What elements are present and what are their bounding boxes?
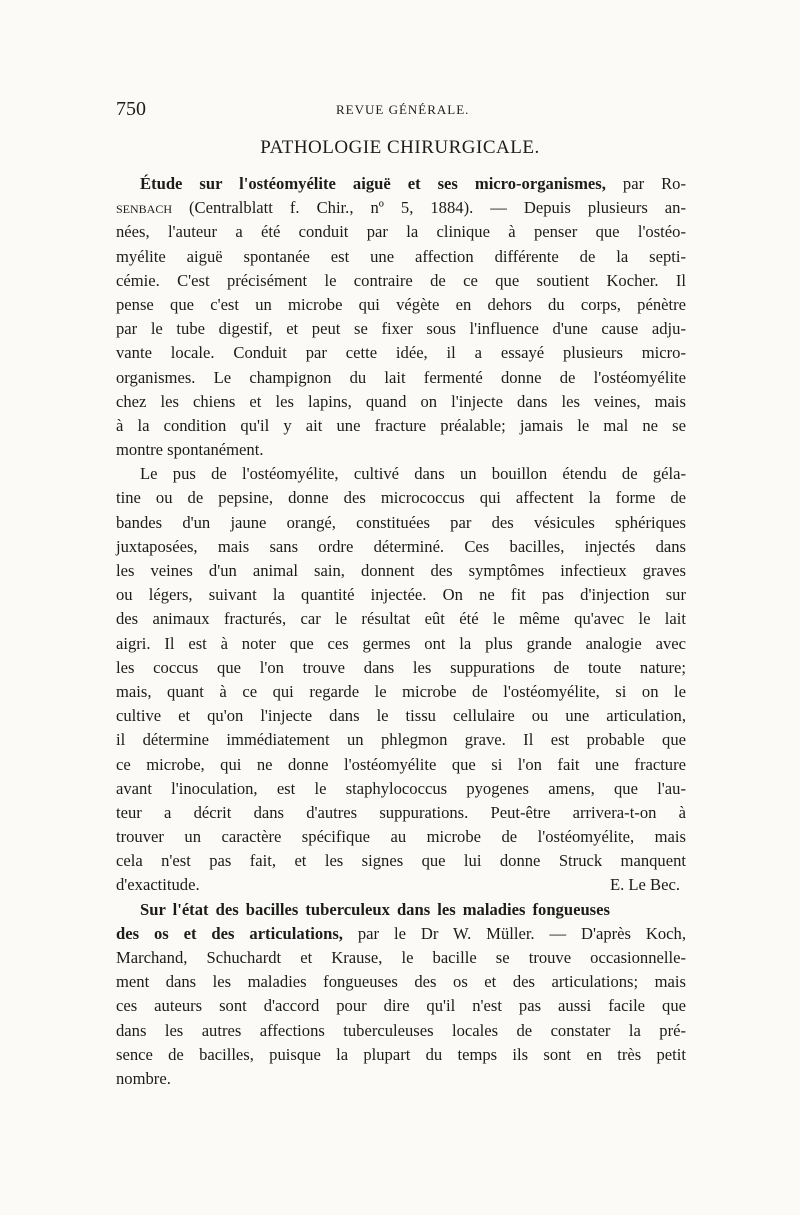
last-line-text: d'exactitude. — [116, 875, 200, 895]
article-title: Sur l'état des bacilles tuberculeux dans les maladies fongueuses — [140, 899, 610, 919]
text-line: à la condition qu'il y ait une fracture préalable; jamais le mal ne se — [116, 415, 686, 435]
text-line: cémie. C'est précisément le contraire de ce que soutient Kocher. Il — [116, 270, 686, 290]
text-line: pense que c'est un microbe qui végète en dehors du corps, pénètre — [116, 294, 686, 314]
text-line-last — [116, 873, 686, 897]
text-line: ou légers, suivant la quantité injectée. On ne fit pas d'injection sur — [116, 585, 686, 605]
article-1 — [116, 172, 686, 898]
body-text — [116, 172, 686, 1091]
article-title-line-2 — [116, 922, 686, 946]
text-line: trouver un caractère spécifique au microbe de l'ostéomyélite, mais — [116, 827, 686, 847]
text-line: ce microbe, qui ne donne l'ostéomyélite que si l'on fait une fracture — [116, 754, 686, 774]
citation: (Centralblatt f. Chir., nº 5, 1884). — Depuis plusieurs an- — [172, 198, 686, 218]
text-line: par le tube digestif, et peut se fixer sous l'influence d'une cause adju- — [116, 319, 686, 339]
text-line: Le pus de l'ostéomyélite, cultivé dans un bouillon étendu de géla- — [140, 464, 686, 484]
text-line: Marchand, Schuchardt et Krause, le bacille se trouve occasionnelle- — [116, 948, 686, 967]
text-line: dans les autres affections tuberculeuses locales de constater la pré- — [116, 1020, 686, 1040]
article-title-line — [116, 172, 686, 196]
text-line: ment dans les maladies fongueuses des os et des articulations; mais — [116, 972, 686, 992]
text-line: chez les chiens et les lapins, quand on l'injecte dans les veines, mais — [116, 391, 686, 411]
text-line: tine ou de pepsine, donne des micrococcus qui affectent la forme de — [116, 488, 686, 508]
text-line: myélite aiguë spontanée est une affection différente de la septi- — [116, 246, 686, 266]
article-2 — [116, 898, 686, 1092]
page-number: 750 — [116, 98, 146, 120]
text-line: avant l'inoculation, est le staphylococcus pyogenes amens, que l'au- — [116, 778, 686, 798]
text-line: il détermine immédiatement un phlegmon grave. Il est probable que — [116, 730, 686, 750]
text-line: des animaux fracturés, car le résultat eût été le même qu'avec le lait — [116, 609, 686, 629]
text-line: mais, quant à ce qui regarde le microbe de l'ostéomyélite, si on le — [116, 681, 686, 701]
article-title-cont: des os et des articulations, — [116, 923, 343, 943]
signature — [610, 873, 686, 897]
text-line: bandes d'un jaune orangé, constituées par des vésicules sphériques — [116, 512, 686, 532]
text-line: vante locale. Conduit par cette idée, il a essayé plusieurs micro- — [116, 343, 686, 363]
page-header — [116, 98, 696, 124]
article-author: par le Dr W. Müller. — D'après Koch, — [342, 923, 686, 943]
text-line: nombre. — [116, 1068, 171, 1088]
article-citation-line — [116, 196, 686, 220]
author-name: senbach — [116, 198, 173, 218]
text-line: nées, l'auteur a été conduit par la clinique à penser que l'ostéo- — [116, 222, 686, 242]
article-title-line — [116, 898, 686, 922]
text-line: juxtaposées, mais sans ordre déterminé. Ces bacilles, injectés dans — [116, 536, 686, 556]
text-line: les coccus que l'on trouve dans les suppurations de toute nature; — [116, 657, 686, 677]
text-line: cultive et qu'on l'injecte dans le tissu cellulaire ou une articulation, — [116, 706, 686, 726]
text-line: montre spontanément. — [116, 440, 264, 460]
article-author-prefix: par Ro- — [605, 174, 686, 193]
article-title: Étude sur l'ostéomyélite aiguë et ses micro-organismes, — [140, 174, 606, 193]
text-line: les veines d'un animal sain, donnent des symptômes infectieux graves — [116, 561, 686, 580]
text-line: organismes. Le champignon du lait fermenté donne de l'ostéomyélite — [116, 367, 686, 387]
text-line: cela n'est pas fait, et les signes que lui donne Struck manquent — [116, 851, 686, 871]
section-title: PATHOLOGIE CHIRURGICALE. — [260, 137, 540, 158]
text-line: aigri. Il est à noter que ces germes ont la plus grande analogie avec — [116, 633, 686, 653]
signature-text: E. Le Bec. — [609, 875, 680, 895]
text-line: ces auteurs sont d'accord pour dire qu'il n'est pas aussi facile que — [116, 996, 686, 1016]
text-line: sence de bacilles, puisque la plupart du temps ils sont en très petit — [116, 1044, 686, 1064]
text-line: teur a décrit dans d'autres suppurations. Peut-être arrivera-t-on à — [116, 802, 686, 822]
running-head: REVUE GÉNÉRALE. — [336, 102, 470, 117]
